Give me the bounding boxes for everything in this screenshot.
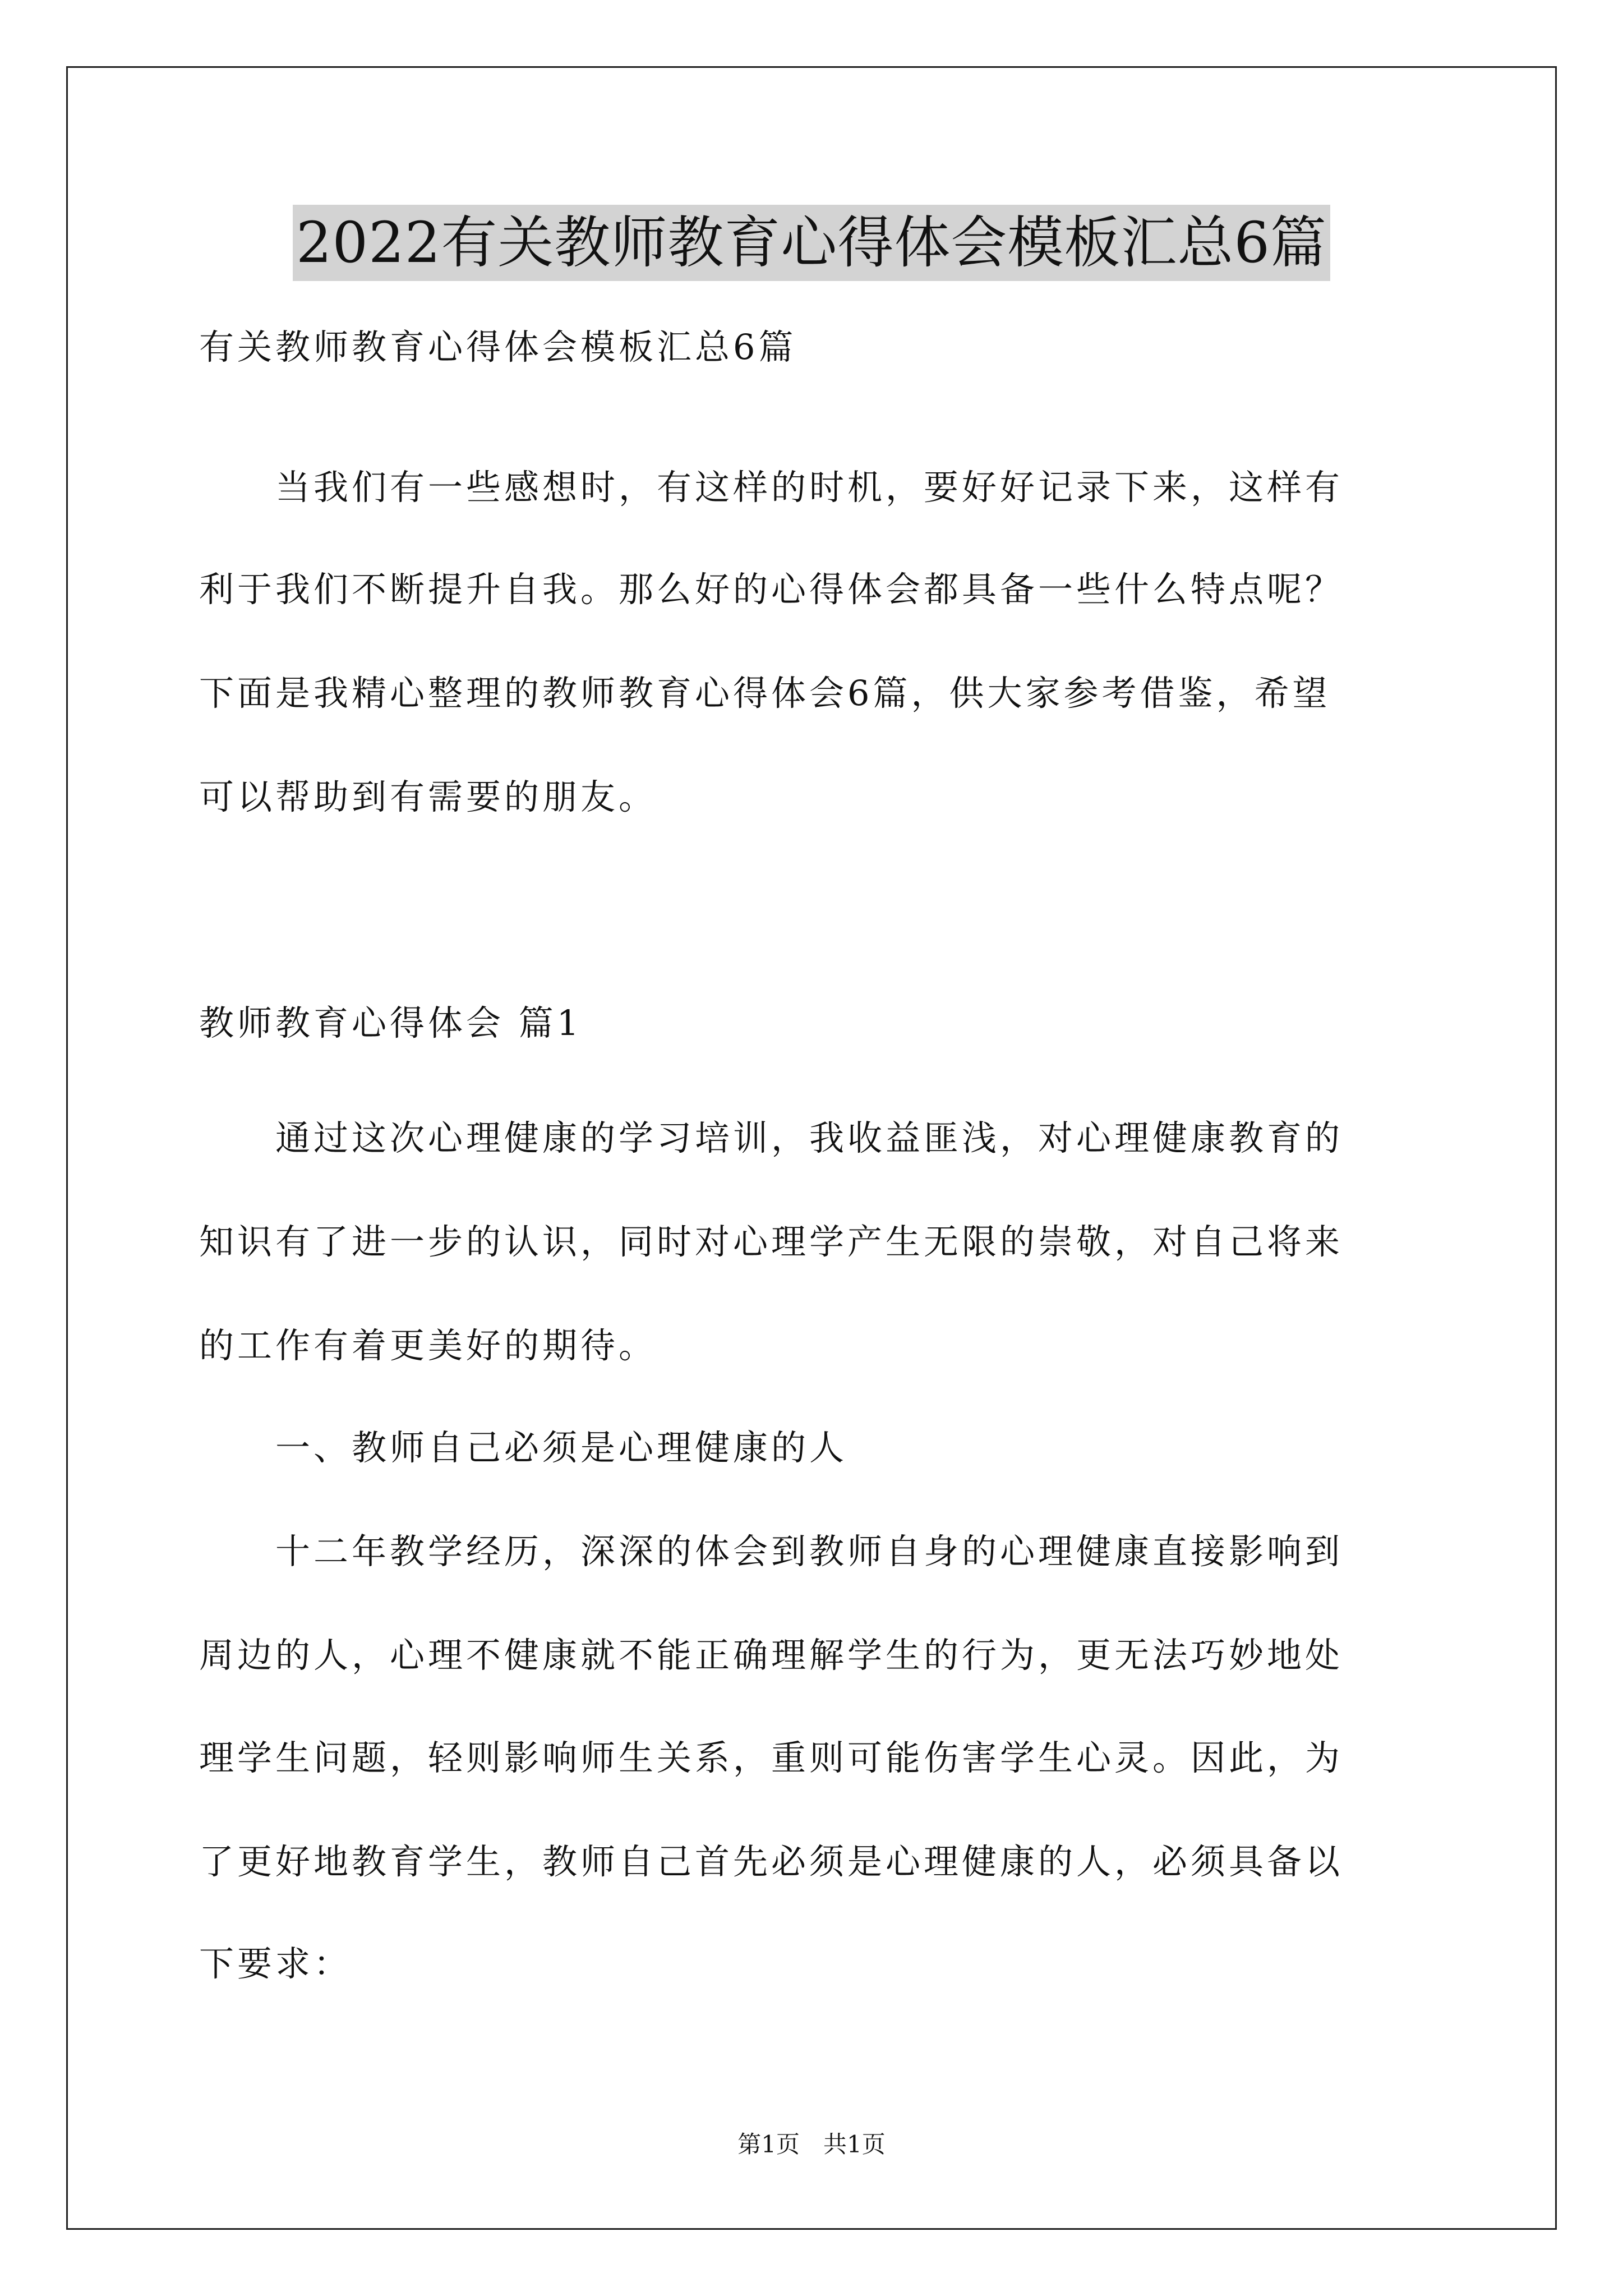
document-title: 2022有关教师教育心得体会模板汇总6篇: [293, 205, 1330, 281]
body-line: 利于我们不断提升自我。那么好的心得体会都具备一些什么特点呢？: [199, 569, 1344, 610]
body-line: 当我们有一些感想时，有这样的时机，要好好记录下来，这样有: [199, 467, 1344, 508]
section-heading: 教师教育心得体会 篇1: [199, 1002, 583, 1043]
body-line: 十二年教学经历，深深的体会到教师自身的心理健康直接影响到: [199, 1531, 1344, 1572]
body-line: 了更好地教育学生，教师自己首先必须是心理健康的人，必须具备以: [199, 1841, 1344, 1882]
body-line: 知识有了进一步的认识，同时对心理学产生无限的崇敬，对自己将来: [199, 1221, 1344, 1262]
page-footer: 第1页 共1页: [737, 2131, 886, 2158]
subsection-heading: 一、教师自己必须是心理健康的人: [199, 1427, 848, 1468]
body-line: 可以帮助到有需要的朋友。: [199, 776, 657, 817]
body-line: 下面是我精心整理的教师教育心得体会6篇，供大家参考借鉴，希望: [199, 673, 1331, 714]
body-line: 周边的人，心理不健康就不能正确理解学生的行为，更无法巧妙地处: [199, 1635, 1344, 1676]
title-container: [0, 205, 1623, 281]
subtitle-line: 有关教师教育心得体会模板汇总6篇: [199, 326, 797, 367]
body-line: 下要求：: [199, 1943, 352, 1984]
body-line: 的工作有着更美好的期待。: [199, 1325, 657, 1366]
body-line: 理学生问题，轻则影响师生关系，重则可能伤害学生心灵。因此，为: [199, 1737, 1344, 1778]
body-line: 通过这次心理健康的学习培训，我收益匪浅，对心理健康教育的: [199, 1117, 1344, 1158]
